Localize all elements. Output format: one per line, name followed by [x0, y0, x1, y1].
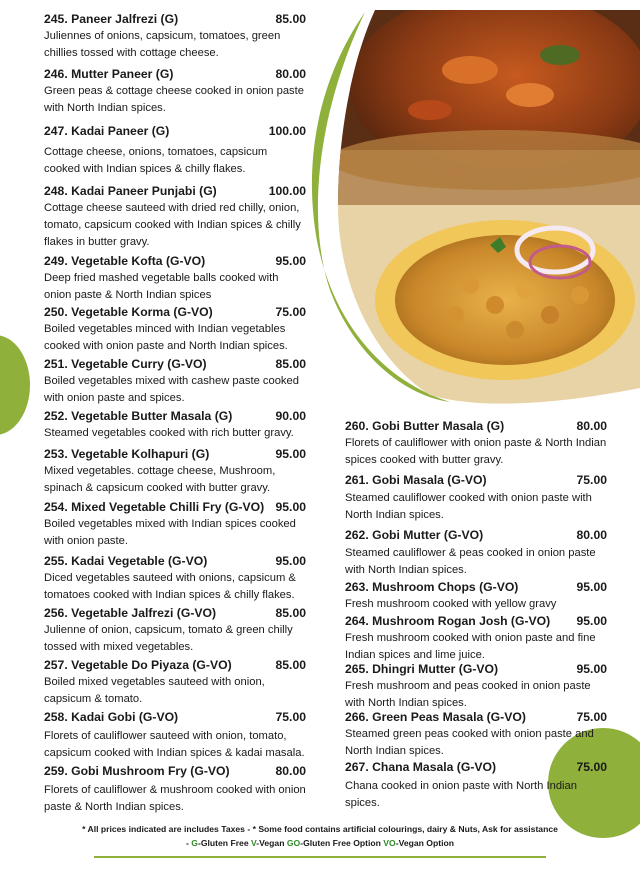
menu-item — [44, 445, 306, 497]
item-name: Vegetable Do Piyaza (G-VO) — [71, 658, 232, 672]
menu-item — [44, 498, 306, 550]
item-number: 248. — [44, 184, 68, 198]
item-description: Diced vegetables sauteed with onions, capsicum & tomatoes cooked with Indian spices & chilly flakes. — [44, 572, 296, 601]
item-number: 262. — [345, 528, 369, 542]
item-name: Green Peas Masala (G-VO) — [372, 710, 526, 724]
legend-code: G — [191, 838, 198, 848]
item-description: Green peas & cottage cheese cooked in onion paste with North Indian spices. — [44, 85, 304, 114]
item-description: Deep fried mashed vegetable balls cooked with onion paste & North Indian spices — [44, 272, 279, 301]
item-description: Steamed cauliflower & peas cooked in onion paste with North Indian spices. — [345, 547, 596, 576]
legend-code: GO — [286, 838, 301, 848]
item-number: 247. — [44, 124, 68, 138]
item-name: Vegetable Curry (G-VO) — [71, 357, 207, 371]
item-number: 261. — [345, 473, 369, 487]
item-price: 80.00 — [275, 67, 306, 81]
item-price: 80.00 — [576, 419, 607, 433]
item-description: Boiled vegetables mixed with cashew paste cooked with onion paste and spices. — [44, 375, 299, 404]
item-price: 85.00 — [275, 606, 306, 620]
item-name: Vegetable Butter Masala (G) — [71, 409, 233, 423]
item-name: Gobi Mushroom Fry (G-VO) — [71, 764, 230, 778]
menu-item — [44, 708, 306, 762]
menu-item — [345, 758, 607, 812]
item-name: Vegetable Kofta (G-VO) — [71, 254, 206, 268]
menu-item — [44, 10, 306, 62]
item-description: Fresh mushroom and peas cooked in onion paste with North Indian spices. — [345, 680, 591, 709]
item-price: 95.00 — [576, 580, 607, 594]
item-description: Florets of cauliflower with onion paste & North Indian spices cooked with butter gravy. — [345, 437, 607, 466]
menu-item — [345, 578, 607, 613]
item-price: 85.00 — [275, 658, 306, 672]
item-description: Florets of cauliflower sauteed with onion, tomato, capsicum cooked with Indian spices & kadai masala. — [44, 730, 305, 759]
item-description: Fresh mushroom cooked with yellow gravy — [345, 598, 557, 610]
legend-prefix: - — [186, 838, 189, 848]
item-description: Florets of cauliflower & mushroom cooked with onion paste & North Indian spices. — [44, 784, 306, 813]
item-number: 266. — [345, 710, 369, 724]
item-number: 251. — [44, 357, 68, 371]
item-name: Gobi Butter Masala (G) — [372, 419, 505, 433]
item-description: Julienne of onion, capsicum, tomato & green chilly tossed with mixed vegetables. — [44, 624, 293, 653]
item-number: 253. — [44, 447, 68, 461]
item-number: 264. — [345, 614, 369, 628]
item-price: 100.00 — [268, 124, 306, 138]
item-name: Vegetable Korma (G-VO) — [71, 305, 213, 319]
item-name: Kadai Paneer Punjabi (G) — [71, 184, 217, 198]
item-name: Mixed Vegetable Chilli Fry (G-VO) — [71, 500, 265, 514]
menu-item — [44, 252, 306, 304]
item-description: Fresh mushroom cooked with onion paste and fine Indian spices and lime juice. — [345, 632, 596, 661]
item-price: 80.00 — [275, 764, 306, 778]
item-description: Boiled vegetables minced with Indian vegetables cooked with onion paste and North Indian spices. — [44, 323, 288, 352]
legend-label: -Gluten Free — [197, 838, 249, 848]
item-price: 85.00 — [275, 12, 306, 26]
item-description: Steamed cauliflower cooked with onion paste with North Indian spices. — [345, 492, 592, 521]
legend-label: -Vegan Option — [395, 838, 454, 848]
item-number: 246. — [44, 67, 68, 81]
item-name: Mushroom Rogan Josh (G-VO) — [372, 614, 551, 628]
footer-disclaimer: * All prices indicated are includes Taxes - * Some food contains artificial colourings, dairy & Nuts, Ask for assistance — [82, 824, 558, 834]
menu-item — [44, 122, 306, 178]
footer-legend — [0, 838, 640, 848]
legend-label: -Vegan — [256, 838, 285, 848]
item-name: Mutter Paneer (G) — [71, 67, 174, 81]
item-name: Kadai Vegetable (G-VO) — [71, 554, 208, 568]
item-price: 95.00 — [275, 554, 306, 568]
menu-item — [44, 182, 306, 251]
item-number: 250. — [44, 305, 68, 319]
item-name: Gobi Masala (G-VO) — [372, 473, 487, 487]
item-price: 95.00 — [275, 500, 306, 514]
legend-code: VO — [383, 838, 396, 848]
item-number: 255. — [44, 554, 68, 568]
menu-item — [345, 660, 607, 712]
item-name: Paneer Jalfrezi (G) — [71, 12, 179, 26]
item-number: 258. — [44, 710, 68, 724]
item-number: 267. — [345, 760, 369, 774]
menu-item — [44, 65, 306, 117]
item-number: 252. — [44, 409, 68, 423]
footer-divider — [94, 856, 546, 858]
item-number: 254. — [44, 500, 68, 514]
item-name: Kadai Gobi (G-VO) — [71, 710, 179, 724]
menu-item — [345, 612, 607, 664]
item-price: 100.00 — [268, 184, 306, 198]
menu-item — [44, 552, 306, 604]
chana-masala-photo — [330, 205, 640, 405]
menu-item — [345, 708, 607, 760]
item-name: Vegetable Jalfrezi (G-VO) — [71, 606, 217, 620]
item-description: Boiled mixed vegetables sauteed with onion, capsicum & tomato. — [44, 676, 265, 705]
item-description: Steamed green peas cooked with onion paste and North Indian spices. — [345, 728, 594, 757]
item-number: 256. — [44, 606, 68, 620]
item-number: 245. — [44, 12, 68, 26]
item-number: 260. — [345, 419, 369, 433]
item-description: Cottage cheese sauteed with dried red chilly, onion, tomato, capsicum cooked with Indian spices & chilly flakes in butter gravy. — [44, 202, 301, 248]
menu-item — [44, 355, 306, 407]
item-price: 80.00 — [576, 528, 607, 542]
menu-item — [44, 604, 306, 656]
item-name: Kadai Paneer (G) — [71, 124, 170, 138]
item-price: 90.00 — [275, 409, 306, 423]
item-number: 265. — [345, 662, 369, 676]
menu-item — [345, 526, 607, 579]
item-number: 263. — [345, 580, 369, 594]
item-number: 259. — [44, 764, 68, 778]
menu-item — [345, 471, 607, 524]
item-description: Chana cooked in onion paste with North Indian spices. — [345, 780, 577, 809]
menu-item — [44, 407, 306, 442]
item-price: 75.00 — [576, 473, 607, 487]
menu-item — [44, 303, 306, 355]
menu-item — [345, 417, 607, 469]
item-name: Chana Masala (G-VO) — [372, 760, 497, 774]
item-name: Vegetable Kolhapuri (G) — [71, 447, 210, 461]
item-price: 75.00 — [576, 710, 607, 724]
item-price: 85.00 — [275, 357, 306, 371]
item-description: Cottage cheese, onions, tomatoes, capsicum cooked with Indian spices & chilly flakes. — [44, 146, 268, 175]
legend-label: -Gluten Free Option — [300, 838, 381, 848]
legend-code: V — [251, 838, 257, 848]
item-price: 95.00 — [576, 662, 607, 676]
item-number: 249. — [44, 254, 68, 268]
menu-item — [44, 762, 306, 816]
item-name: Mushroom Chops (G-VO) — [372, 580, 519, 594]
item-price: 75.00 — [275, 710, 306, 724]
item-price: 75.00 — [275, 305, 306, 319]
item-description: Boiled vegetables mixed with Indian spices cooked with onion paste. — [44, 518, 296, 547]
item-price: 95.00 — [275, 254, 306, 268]
item-price: 95.00 — [275, 447, 306, 461]
item-name: Gobi Mutter (G-VO) — [372, 528, 484, 542]
item-description: Mixed vegetables. cottage cheese, Mushroom, spinach & capsicum cooked with butter gravy. — [44, 465, 276, 494]
item-description: Steamed vegetables cooked with rich butter gravy. — [44, 427, 294, 439]
item-price: 95.00 — [576, 614, 607, 628]
item-number: 257. — [44, 658, 68, 672]
paneer-curry-photo — [330, 0, 640, 205]
item-price: 75.00 — [576, 760, 607, 774]
item-name: Dhingri Mutter (G-VO) — [372, 662, 499, 676]
item-description: Juliennes of onions, capsicum, tomatoes, green chillies tossed with cottage cheese. — [44, 30, 281, 59]
menu-item — [44, 656, 306, 708]
